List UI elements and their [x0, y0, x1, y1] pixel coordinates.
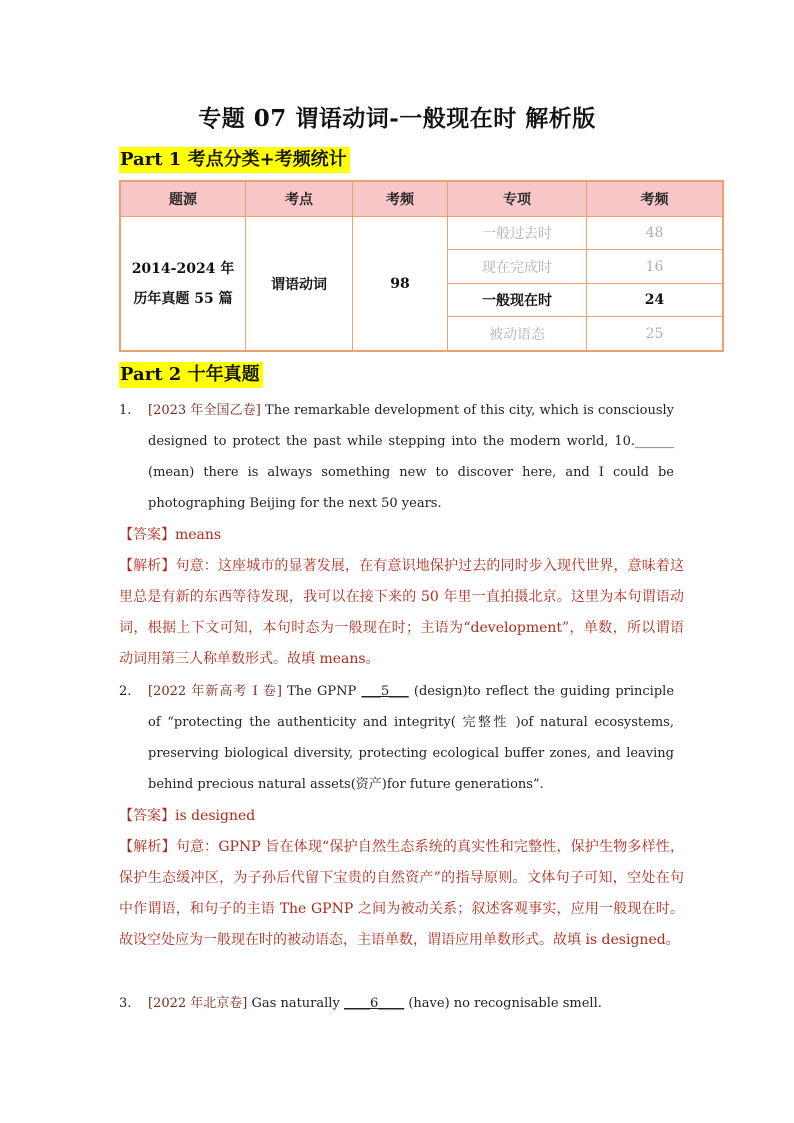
analysis-label: 【解析】 — [119, 558, 176, 574]
table-header-row — [120, 181, 723, 217]
answer-value: means — [175, 527, 222, 543]
question-1 — [119, 395, 674, 519]
question-source-tag: [2022 年北京卷] — [148, 996, 248, 1011]
answer-1 — [119, 520, 684, 551]
analysis-1 — [119, 551, 684, 675]
analysis-label: 【解析】 — [119, 839, 176, 855]
question-number: 2. — [119, 684, 132, 699]
cell-count: 48 — [587, 217, 724, 250]
frequency-table — [119, 180, 724, 352]
question-text-pre: The GPNP — [281, 684, 362, 699]
answer-2 — [119, 801, 684, 832]
cell-count: 16 — [587, 250, 724, 283]
header-count: 考频 — [587, 181, 724, 217]
header-point: 考点 — [246, 181, 353, 217]
cell-item: 一般现在时 — [448, 283, 587, 316]
cell-freq: 98 — [353, 217, 448, 352]
analysis-2 — [119, 832, 684, 956]
cell-count: 25 — [587, 317, 724, 351]
cell-point: 谓语动词 — [246, 217, 353, 352]
table-row — [120, 217, 723, 250]
cell-item: 一般过去时 — [448, 217, 587, 250]
cell-source: 2014-2024 年历年真题 55 篇 — [120, 217, 246, 352]
question-text: The remarkable development of this city, which is consciously designed to protect the past while stepping into the modern world, 10.______ (mean) there is always something new to discover here, and I could be photographing Beijing for the next 50 years. — [148, 403, 674, 511]
answer-label: 【答案】 — [119, 808, 175, 824]
header-source: 题源 — [120, 181, 246, 217]
part1-heading: Part 1 考点分类+考频统计 — [119, 147, 350, 173]
question-text: (have) no recognisable smell. — [404, 996, 602, 1011]
part2-heading: Part 2 十年真题 — [119, 362, 263, 388]
answer-blank: ___5___ — [361, 684, 409, 699]
question-number: 3. — [119, 996, 132, 1011]
question-2 — [119, 676, 674, 800]
answer-label: 【答案】 — [119, 527, 175, 543]
header-freq: 考频 — [353, 181, 448, 217]
question-source-tag: [2022 年新高考 I 卷] — [148, 684, 282, 699]
cell-item: 被动语态 — [448, 317, 587, 351]
analysis-text: 句意：这座城市的显著发展，在有意识地保护过去的同时步入现代世界，意味着这里总是有新的东西等待发现，我可以在接下来的 50 年里一直拍摄北京。这里为本句谓语动词，根据上下文可知，本句时态为一般现在时；主语为“development”，单数，所以谓语动词用第三人称单数形式。故填 means。 — [119, 558, 685, 667]
question-number: 1. — [119, 403, 132, 418]
answer-blank: ____6____ — [343, 996, 405, 1011]
page-title: 专题 07 谓语动词-一般现在时 解析版 — [198, 105, 596, 132]
question-source-tag: [2023 年全国乙卷] — [148, 403, 261, 418]
cell-count: 24 — [587, 283, 724, 316]
question-text-pre: Gas naturally — [247, 996, 344, 1011]
header-item: 专项 — [448, 181, 587, 217]
question-text: (design)to reflect the guiding principle of “protecting the authenticity and integrity( 完整性 )of natural ecosystems, preserving biological diversity, protecting ecological buffer zones, and leaving behind precious natural assets(资产)for future generations”. — [148, 684, 675, 792]
question-3 — [119, 988, 674, 1019]
analysis-text: 句意：GPNP 旨在体现“保护自然生态系统的真实性和完整性，保护生物多样性，保护生态缓冲区，为子孙后代留下宝贵的自然资产”的指导原则。文体句子可知，空处在句中作谓语，和句子的主语 The GPNP 之间为被动关系；叙述客观事实，应用一般现在时。故设空处应为一般现在时的被动语态，主语单数，谓语应用单数形式。故填 is designed。 — [119, 839, 685, 948]
cell-item: 现在完成时 — [448, 250, 587, 283]
answer-value: is designed — [175, 808, 256, 824]
